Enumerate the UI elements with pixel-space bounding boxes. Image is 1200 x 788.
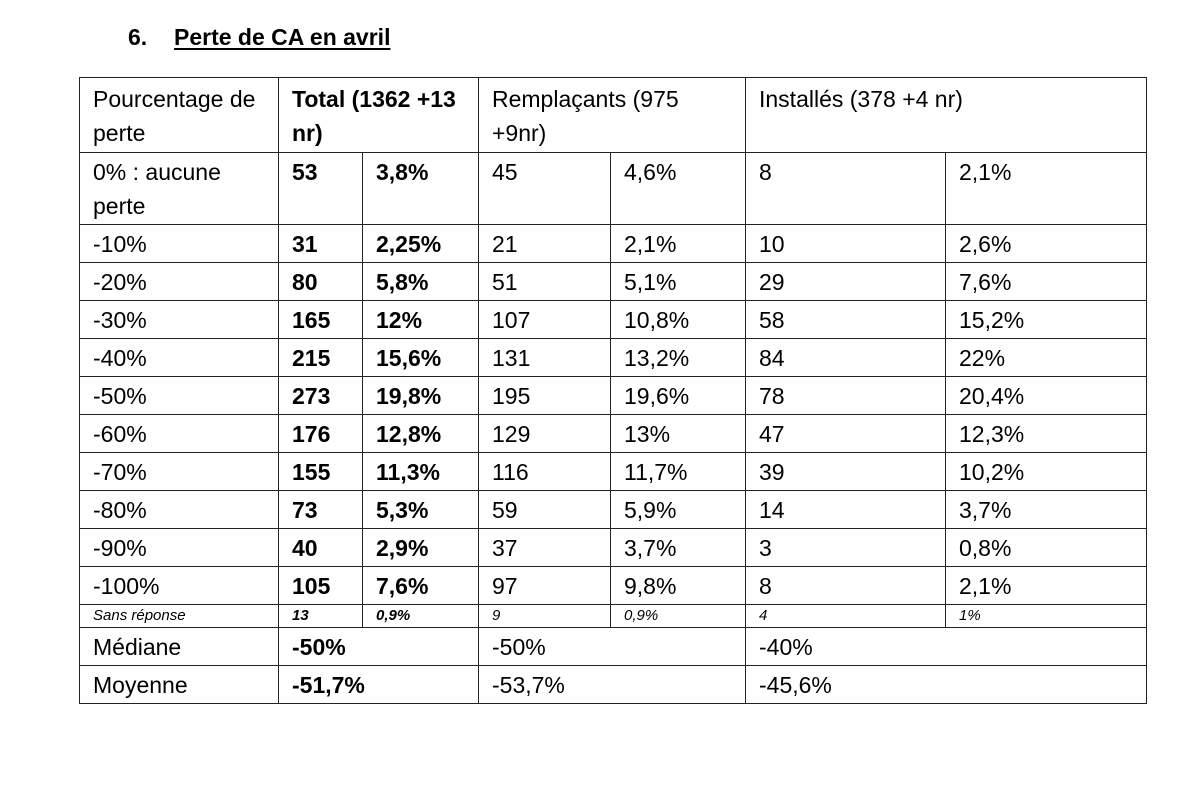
header-installes: Installés (378 +4 nr) — [746, 78, 1147, 153]
total-percent-cell: 2,25% — [363, 225, 479, 263]
no-answer-row — [80, 605, 1147, 628]
installes-count-cell: 3 — [746, 529, 946, 567]
header-pct: Pourcentage de perte — [80, 78, 279, 153]
table-row — [80, 339, 1147, 377]
table-row — [80, 491, 1147, 529]
total-percent-cell: 5,3% — [363, 491, 479, 529]
row-label: Sans réponse — [80, 605, 279, 628]
installes-summary-cell: -45,6% — [746, 666, 1147, 704]
remplacants-count-cell: 59 — [479, 491, 611, 529]
section-heading — [128, 24, 390, 51]
total-percent-cell: 11,3% — [363, 453, 479, 491]
installes-count-cell: 78 — [746, 377, 946, 415]
installes-count-cell: 10 — [746, 225, 946, 263]
remplacants-count-cell: 45 — [479, 153, 611, 225]
table-row — [80, 225, 1147, 263]
remplacants-percent-cell: 2,1% — [611, 225, 746, 263]
installes-summary-cell: -40% — [746, 628, 1147, 666]
installes-percent-cell: 22% — [946, 339, 1147, 377]
remplacants-count-cell: 107 — [479, 301, 611, 339]
installes-count-cell: 4 — [746, 605, 946, 628]
remplacants-count-cell: 195 — [479, 377, 611, 415]
remplacants-percent-cell: 3,7% — [611, 529, 746, 567]
remplacants-count-cell: 51 — [479, 263, 611, 301]
installes-count-cell: 39 — [746, 453, 946, 491]
total-count-cell: 80 — [279, 263, 363, 301]
total-count-cell: 31 — [279, 225, 363, 263]
table-row — [80, 453, 1147, 491]
row-label: Médiane — [80, 628, 279, 666]
remplacants-count-cell: 131 — [479, 339, 611, 377]
remplacants-summary-cell: -53,7% — [479, 666, 746, 704]
remplacants-count-cell: 116 — [479, 453, 611, 491]
total-percent-cell: 0,9% — [363, 605, 479, 628]
row-label: -80% — [80, 491, 279, 529]
row-label: 0% : aucune perte — [80, 153, 279, 225]
moyenne-row — [80, 666, 1147, 704]
row-label: -40% — [80, 339, 279, 377]
installes-percent-cell: 10,2% — [946, 453, 1147, 491]
installes-percent-cell: 12,3% — [946, 415, 1147, 453]
remplacants-percent-cell: 4,6% — [611, 153, 746, 225]
installes-count-cell: 8 — [746, 153, 946, 225]
remplacants-percent-cell: 5,9% — [611, 491, 746, 529]
row-label: -100% — [80, 567, 279, 605]
total-percent-cell: 15,6% — [363, 339, 479, 377]
row-label: Moyenne — [80, 666, 279, 704]
total-summary-cell: -50% — [279, 628, 479, 666]
total-count-cell: 53 — [279, 153, 363, 225]
remplacants-count-cell: 21 — [479, 225, 611, 263]
installes-percent-cell: 7,6% — [946, 263, 1147, 301]
row-label: -90% — [80, 529, 279, 567]
remplacants-percent-cell: 19,6% — [611, 377, 746, 415]
table-row — [80, 301, 1147, 339]
total-count-cell: 40 — [279, 529, 363, 567]
remplacants-count-cell: 129 — [479, 415, 611, 453]
table-row — [80, 153, 1147, 225]
remplacants-percent-cell: 13,2% — [611, 339, 746, 377]
installes-count-cell: 29 — [746, 263, 946, 301]
table-row — [80, 377, 1147, 415]
row-label: -10% — [80, 225, 279, 263]
total-percent-cell: 19,8% — [363, 377, 479, 415]
installes-percent-cell: 2,6% — [946, 225, 1147, 263]
total-count-cell: 105 — [279, 567, 363, 605]
remplacants-percent-cell: 11,7% — [611, 453, 746, 491]
installes-percent-cell: 2,1% — [946, 567, 1147, 605]
header-row — [80, 78, 1147, 153]
row-label: -20% — [80, 263, 279, 301]
remplacants-count-cell: 97 — [479, 567, 611, 605]
remplacants-percent-cell: 10,8% — [611, 301, 746, 339]
table-row — [80, 567, 1147, 605]
total-percent-cell: 12% — [363, 301, 479, 339]
header-remplacants: Remplaçants (975 +9nr) — [479, 78, 746, 153]
total-percent-cell: 7,6% — [363, 567, 479, 605]
remplacants-summary-cell: -50% — [479, 628, 746, 666]
table-row — [80, 529, 1147, 567]
remplacants-percent-cell: 9,8% — [611, 567, 746, 605]
total-count-cell: 176 — [279, 415, 363, 453]
mediane-row — [80, 628, 1147, 666]
total-count-cell: 13 — [279, 605, 363, 628]
remplacants-percent-cell: 13% — [611, 415, 746, 453]
table-row — [80, 415, 1147, 453]
remplacants-count-cell: 37 — [479, 529, 611, 567]
installes-percent-cell: 15,2% — [946, 301, 1147, 339]
row-label: -30% — [80, 301, 279, 339]
remplacants-percent-cell: 5,1% — [611, 263, 746, 301]
section-number: 6. — [128, 24, 148, 50]
remplacants-percent-cell: 0,9% — [611, 605, 746, 628]
installes-count-cell: 8 — [746, 567, 946, 605]
header-total: Total (1362 +13 nr) — [279, 78, 479, 153]
installes-percent-cell: 0,8% — [946, 529, 1147, 567]
table-row — [80, 263, 1147, 301]
total-summary-cell: -51,7% — [279, 666, 479, 704]
installes-percent-cell: 2,1% — [946, 153, 1147, 225]
total-count-cell: 215 — [279, 339, 363, 377]
total-count-cell: 165 — [279, 301, 363, 339]
row-label: -70% — [80, 453, 279, 491]
installes-count-cell: 84 — [746, 339, 946, 377]
section-title: Perte de CA en avril — [174, 24, 391, 50]
row-label: -50% — [80, 377, 279, 415]
total-count-cell: 273 — [279, 377, 363, 415]
total-count-cell: 155 — [279, 453, 363, 491]
installes-percent-cell: 3,7% — [946, 491, 1147, 529]
row-label: -60% — [80, 415, 279, 453]
total-percent-cell: 2,9% — [363, 529, 479, 567]
installes-percent-cell: 1% — [946, 605, 1147, 628]
total-percent-cell: 3,8% — [363, 153, 479, 225]
total-percent-cell: 12,8% — [363, 415, 479, 453]
loss-table — [79, 77, 1147, 704]
installes-count-cell: 14 — [746, 491, 946, 529]
remplacants-count-cell: 9 — [479, 605, 611, 628]
total-percent-cell: 5,8% — [363, 263, 479, 301]
installes-count-cell: 47 — [746, 415, 946, 453]
installes-percent-cell: 20,4% — [946, 377, 1147, 415]
total-count-cell: 73 — [279, 491, 363, 529]
installes-count-cell: 58 — [746, 301, 946, 339]
